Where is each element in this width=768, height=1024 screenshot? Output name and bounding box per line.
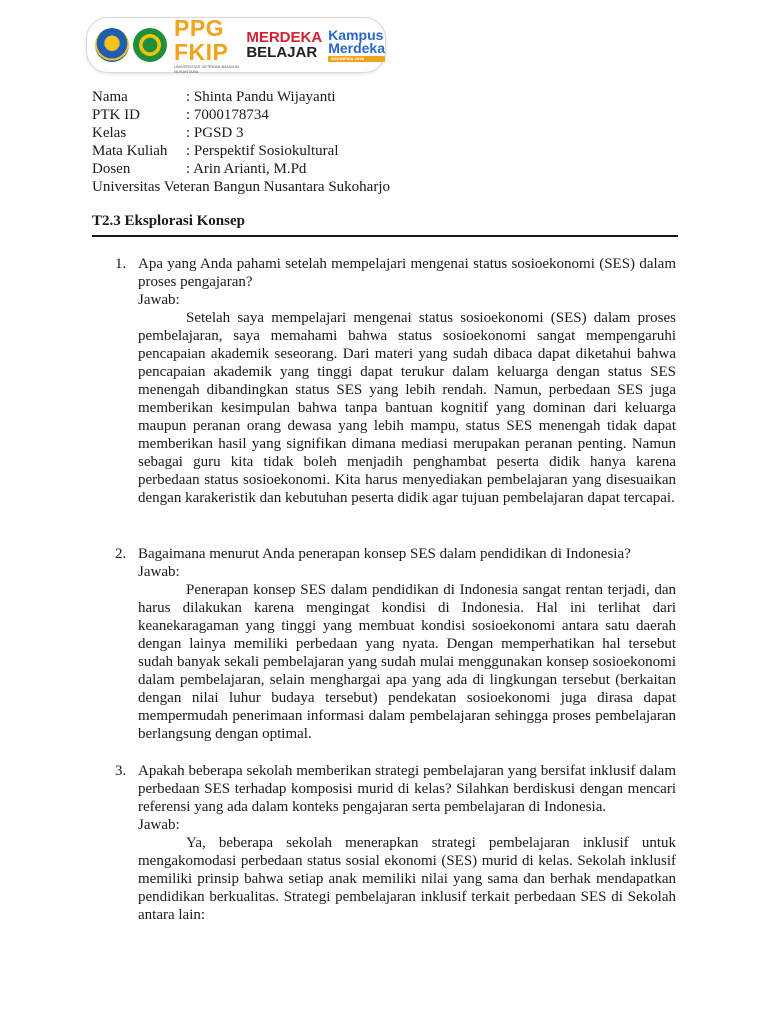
ppg-fkip-logo [174,16,241,74]
info-value: : 7000178734 [186,107,269,123]
question-number: 1. [115,256,127,272]
section-divider [92,235,678,237]
student-info [92,88,390,196]
answer-text: Setelah saya mempelajari mengenai status sosioekonomi (SES) dalam proses pembelajaran, saya memahami bahwa status sosioekonomi sangat mempengaruhi pencapaian akademik seseorang. Dari materi yang sudah dibaca dapat diketahui bahwa pencapaian akademik yang tinggi dapat terukur dalam keluarga dengan status SES menengah dibandingkan status SES yang lebih rendah. Namun, perbedaan SES juga memberikan kesimpulan bahwa tanpa bantuan kognitif yang dominan dari keluarga maupun peranan orang dewasa yang lebih mampu, status SES menengah tidak dapat memberikan hasil yang signifikan dimana mediasi merupakan peranan penting. Namun sebagai guru kita tidak boleh menjadih penghambat peserta didik hanya karena perbedaan status sosioekonomi. Kita harus menyediakan pembelajaran yang disesuaikan dengan karakeristik dan kebutuhan peserta didik agar tujuan pembelajaran dapat tercapai. [138,310,676,506]
university-seal-logo-icon [133,28,167,62]
answer-text: Ya, beberapa sekolah menerapkan strategi pembelajaran inklusif untuk mengakomodasi perbedaan status sosial ekonomi (SES) murid di kelas. Sekolah inklusif memiliki prinsip bahwa setiap anak memiliki nilai yang sama dan berhak mendapatkan pendidikan berkualitas. Strategi pembelajaran inklusif terkait perbedaan SES di Sekolah antara lain: [138,835,676,923]
university-name: Universitas Veteran Bangun Nusantara Sukoharjo [92,179,390,195]
question-block-1 [115,255,676,507]
info-value: : Perspektif Sosiokultural [186,143,339,159]
section-title: T2.3 Eksplorasi Konsep [92,213,245,229]
info-label: Kelas [92,125,127,141]
question-number: 2. [115,546,127,562]
info-row-mata-kuliah [92,142,390,160]
question-text: Apa yang Anda pahami setelah mempelajari mengenai status sosioekonomi (SES) dalam proses pengajaran? [138,256,676,290]
header-logo-banner [86,17,386,73]
info-value: : PGSD 3 [186,125,244,141]
kampus-text: Kampus [328,26,384,43]
question-text: Apakah beberapa sekolah memberikan strategi pembelajaran yang bersifat inklusif dalam perbedaan SES terhadap komposisi murid di kelas? Silahkan berdiskusi dengan mencari referensi yang ada dalam konteks pengajaran serta pembelajaran di Indonesia. [138,763,676,815]
merdeka-kampus-text: Merdeka [328,39,385,56]
question-block-2 [115,545,676,743]
belajar-text: BELAJAR [246,44,318,61]
info-label: Nama [92,89,128,105]
merdeka-text: MERDEKA [246,29,323,46]
ppg-fkip-text: PPG FKIP [174,15,229,65]
info-label: Dosen [92,161,131,177]
answer-label: Jawab: [138,817,180,833]
ppg-fkip-subtext: UNIVERSITAS VETERAN BANGUN NUSANTARA [174,64,239,74]
merdeka-belajar-logo [246,30,322,60]
question-number: 3. [115,763,127,779]
info-row-dosen [92,160,390,178]
info-row-kelas [92,124,390,142]
info-value: : Shinta Pandu Wijayanti [186,89,336,105]
question-text: Bagaimana menurut Anda penerapan konsep SES dalam pendidikan di Indonesia? [138,546,631,562]
indonesia-jaya-text: INDONESIA JAYA [328,56,385,62]
answer-label: Jawab: [138,292,180,308]
info-row-ptk-id [92,106,390,124]
tut-wuri-handayani-logo-icon [95,28,129,62]
kampus-merdeka-logo [328,26,385,62]
info-label: PTK ID [92,107,140,123]
question-block-3 [115,762,676,924]
answer-label: Jawab: [138,564,180,580]
info-value: : Arin Arianti, M.Pd [186,161,307,177]
answer-text: Penerapan konsep SES dalam pendidikan di Indonesia sangat rentan terjadi, dan harus dilakukan karena mengingat kondisi di Indonesia. Hal ini terlihat dari keanekaragaman yang tinggi yang membuat kondisi sosioekonomi antara satu daerah dengan lainya memiliki perbedaan yang nyata. Dengan memperhatikan hal tersebut sudah banyak sekali pembelajaran yang sudah mulai menggunakan konsep sosioekonomi dalam pembelajaran, selain menghargai apa yang ada di lingkungan tersebut (berkaitan dengan nilai luhur budaya tersebut) pendekatan sosioekonomi juga dirasa dapat mempermudah penerimaan informasi dalam pembelajaran sehingga proses pembelajaran berlangsung dengan optimal. [138,582,676,742]
info-label: Mata Kuliah [92,143,168,159]
info-row-nama [92,88,390,106]
